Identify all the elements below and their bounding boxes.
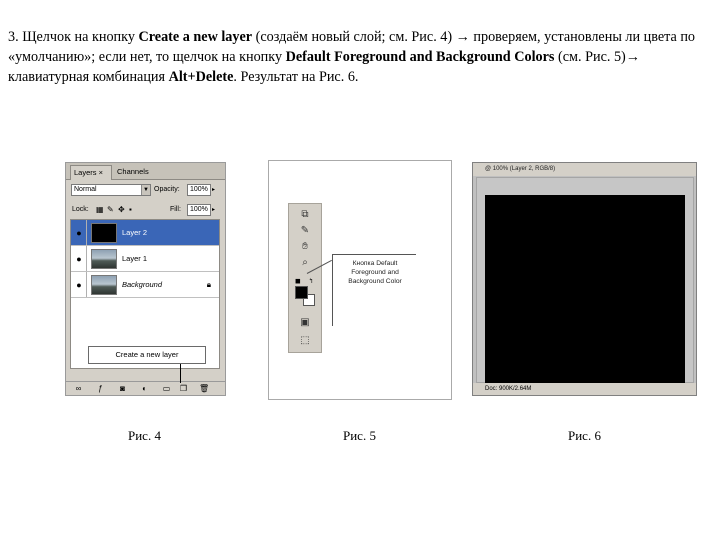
text-segment: проверяем, установлены ли цвета по «умолчанию»; если нет, то щелчок на кнопку (8, 29, 696, 65)
new-layer-icon[interactable]: ❐ (179, 384, 188, 393)
layer-thumbnail (91, 223, 117, 243)
bold-term: Alt+Delete (168, 69, 234, 85)
lock-icon: 🔒︎ (206, 280, 211, 289)
lock-transparency-icon[interactable]: ▦ (96, 205, 104, 214)
caption-fig4: Рис. 4 (128, 428, 161, 443)
opacity-label: Opacity: (154, 186, 180, 193)
blend-mode-value: Normal (74, 186, 97, 193)
fill-field[interactable]: 100% (187, 204, 211, 216)
lock-all-icon[interactable]: ▪ (129, 205, 132, 214)
text-segment: (см. Рис. 5) (554, 49, 626, 65)
swap-colors-icon[interactable]: ↰ (308, 277, 314, 285)
bold-term: Create a new layer (138, 29, 253, 45)
layer-name: Layer 1 (122, 254, 148, 263)
tab-channels[interactable]: Channels (117, 167, 149, 176)
quick-mask-icon[interactable]: ▣ (300, 317, 310, 328)
palette-tabs (66, 163, 225, 180)
chevron-down-icon: ▼ (141, 185, 150, 195)
fx-icon[interactable]: ƒ (98, 384, 103, 393)
chevron-right-icon[interactable]: ▸ (212, 187, 216, 193)
arrow-symbol: → (455, 29, 470, 45)
layer-row[interactable] (71, 246, 219, 272)
label-line: Кнопка Default (352, 260, 398, 267)
adjustment-icon[interactable]: ◐ (142, 384, 147, 393)
folder-icon[interactable]: ▭ (162, 384, 171, 393)
opacity-field[interactable]: 100% (187, 184, 211, 196)
palette-bottom-bar (66, 381, 225, 395)
hand-tool-icon[interactable]: ✋︎ (302, 241, 308, 252)
visibility-cell[interactable] (71, 272, 87, 297)
eye-icon: ● (76, 228, 82, 238)
callout-pointer (180, 364, 181, 383)
step-number: 3. (8, 29, 19, 45)
trash-icon[interactable]: 🗑︎ (199, 384, 210, 393)
slice-tool-icon[interactable]: ⧉ (301, 209, 309, 220)
default-colors-icon[interactable]: ◼ (295, 277, 301, 285)
callout-bracket (332, 254, 333, 326)
layer-thumbnail (91, 275, 117, 295)
default-colors-label (335, 259, 415, 286)
text-segment: (создаём новый слой; см. Рис. 4) (252, 29, 456, 45)
lock-brush-icon[interactable]: ✎ (107, 205, 114, 214)
chevron-right-icon[interactable]: ▸ (212, 207, 216, 213)
visibility-cell[interactable] (71, 246, 87, 271)
fill-label: Fill: (170, 206, 181, 213)
zoom-tool-icon[interactable]: ⌕ (302, 257, 308, 268)
text-segment: клавиатурная комбинация (8, 69, 169, 85)
layer-row[interactable] (71, 272, 219, 298)
caption-fig5: Рис. 5 (343, 428, 376, 443)
create-layer-callout: Create a new layer (88, 346, 206, 364)
bold-term: Default Foreground and Background Colors (285, 49, 555, 65)
lock-label: Lock: (72, 206, 89, 213)
status-bar: Doc: 900K/2.64M (473, 383, 696, 395)
lock-row (66, 201, 225, 219)
link-icon[interactable]: ∞ (75, 384, 82, 393)
callout-bracket (332, 254, 416, 255)
blend-row (66, 181, 225, 199)
arrow-symbol: → (625, 49, 640, 65)
layer-name: Layer 2 (122, 228, 148, 237)
tab-layers[interactable]: Layers × (70, 165, 112, 180)
window-title: @ 100% (Layer 2, RGB/8) (473, 163, 696, 176)
instruction-paragraph (8, 27, 708, 87)
screen-mode-icon[interactable]: ⬚ (300, 335, 310, 346)
caption-fig6: Рис. 6 (568, 428, 601, 443)
canvas-window-figure (472, 162, 697, 396)
blend-mode-select[interactable] (71, 184, 151, 196)
layer-row[interactable] (71, 220, 219, 246)
visibility-cell[interactable] (71, 220, 87, 245)
eye-icon: ● (76, 254, 82, 264)
mask-icon[interactable]: ◙ (120, 384, 125, 393)
toolbox-strip (288, 203, 322, 353)
layer-thumbnail (91, 249, 117, 269)
layer-name: Background (122, 280, 163, 289)
label-line: Background Color (348, 278, 402, 285)
text-segment: Щелчок на кнопку (18, 29, 139, 45)
toolbox-figure (268, 160, 452, 400)
lock-move-icon[interactable]: ✥ (118, 205, 125, 214)
label-line: Foreground and (351, 269, 399, 276)
eye-icon: ● (76, 280, 82, 290)
foreground-color-swatch[interactable] (295, 286, 308, 299)
text-segment: . Результат на Рис. 6. (233, 69, 359, 85)
eyedropper-icon[interactable]: ✎ (300, 225, 310, 236)
black-canvas[interactable] (485, 195, 685, 389)
color-swatches (295, 277, 317, 308)
